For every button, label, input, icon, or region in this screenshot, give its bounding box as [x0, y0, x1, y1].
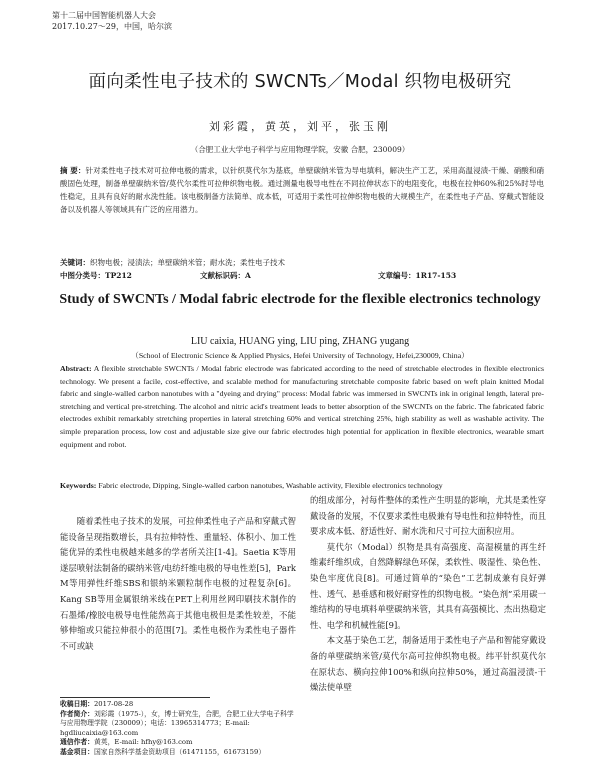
- chinese-abstract: [60, 164, 544, 216]
- footnote-received: [60, 700, 300, 710]
- conference-header: [52, 10, 172, 32]
- chinese-title: 面向柔性电子技术的 SWCNTs／Modal 织物电极研究: [88, 72, 512, 92]
- english-authors: LIU caixia, HUANG ying, LIU ping, ZHANG yugang: [190, 336, 410, 347]
- body-right-column: [310, 493, 546, 696]
- english-keywords-text: Fabric electrode, Dipping, Single-walled carbon nanotubes, Washable activity, Flexible electronics technology: [98, 481, 443, 490]
- body-paragraph: 的组成部分，衬每件整体的柔性产生明显的影响，尤其是柔性穿戴设备的发展，不仅要求柔性电极兼有导电性和拉伸特性，而且要求成本低、舒适性好、耐水洗和尺寸可拉大面积应用。: [310, 495, 546, 537]
- body-paragraph: 本文基于染色工艺，制备适用于柔性电子产品和智能穿戴设备的单壁碳纳米管/莫代尔高可拉伸织物电极。纬平针织莫代尔在原状态、横向拉伸100%和纵向拉伸50%，通过高温浸渍-干燥法使单壁: [310, 635, 546, 693]
- footnotes: [60, 700, 300, 758]
- footnote-funding: [60, 748, 300, 758]
- english-keywords: [60, 480, 544, 492]
- footnote-author-bio: [60, 710, 300, 739]
- footnote-corresponding: [60, 738, 300, 748]
- chinese-affiliation: （合肥工业大学电子科学与应用物理学院，安徽 合肥，230009）: [190, 145, 410, 154]
- footnote-text: 国家自然科学基金资助项目（61471155，61673159）: [93, 747, 266, 756]
- conference-date-place: 2017.10.27～29，中国，哈尔滨: [52, 22, 172, 31]
- chinese-authors: 刘彩霞，黄英，刘平，张玉刚: [209, 120, 391, 133]
- english-keywords-label: Keywords:: [60, 481, 97, 490]
- footnote-label: 收稿日期：: [60, 700, 94, 708]
- footnote-label: 通信作者：: [60, 738, 94, 747]
- footnote-label: 作者简介：: [60, 709, 94, 718]
- english-abstract: [60, 363, 544, 451]
- footnote-text: 黄英，E-mail: hfhy@163.com: [93, 738, 193, 747]
- article-number: 文章编号：1R17-153: [378, 271, 457, 280]
- english-abstract-label: Abstract:: [60, 364, 92, 373]
- footnote-text: 刘彩霞（1975-），女，博士研究生，合肥，合肥工业大学电子科学与应用物理学院（230009）；电话：13965314773；E-mail: hgdliucaixia@163.com: [60, 709, 294, 737]
- chinese-keywords-label: 关键词：: [60, 258, 90, 267]
- clc-number: 中图分类号：TP212: [60, 271, 132, 280]
- body-paragraph: 莫代尔（Modal）织物是具有高强度、高湿模量的再生纤维素纤维织成，自然降解绿色环保，柔软性、吸湿性、染色性、染色牢度优良[8]。可通过简单的“染色”工艺制成兼有良好弹性、透气、悬垂感和极好耐穿性的织物电极。“染色剂”采用碳一维结构的导电填料单壁碳纳米管，其具有高强模比、杰出热稳定性、电学和机械性能[9]。: [310, 541, 546, 630]
- body-left-column: [60, 514, 296, 654]
- document-code: 文献标识码：A: [200, 271, 251, 280]
- english-affiliation: （School of Electronic Science & Applied Physics, Hefei University of Technology, Hefei,230009, China）: [131, 351, 469, 360]
- conference-name: 第十二届中国智能机器人大会: [52, 11, 156, 20]
- chinese-abstract-text: 针对柔性电子技术对可拉伸电极的需求，以针织莫代尔为基底，单壁碳纳米管为导电填料，解决生产工艺，采用高温浸渍-干燥、硝酸和硝酸固色处理，制备单壁碳纳米管/莫代尔柔性可拉伸织物电极。通过测量电极导电性在不同拉伸状态下的电阻变化，电极在拉伸60%和25%时导电性稳定，且具有良好的耐水洗性能。该电极制备方法简单、成本低，可适用于柔性可拉伸织物电极的大规模生产，在柔性电子产品、穿戴式智能设备以及机器人等领域具有广泛的应用潜力。: [60, 166, 544, 214]
- english-abstract-text: A flexible stretchable SWCNTs / Modal fabric electrode was fabricated according to the need of stretchable electrodes in flexible electronics technology. We present a facile, cost-effective, and scalable method for manufacturing stretchable composite fabric based on weft plain knitted Modal fabric and single-walled carbon nanotubes with a "dyeing and drying" process: Modal fabric was immersed in SWCNTs ink in original length, lateral pre-stretching and vertical pre-stretching. The alcohol and nitric acid's treatment leads to better absorption of the SWCNTs on the fabric. The fabricated fabric electrodes exhibit remarkably stretching properties in lateral stretching 60% and vertical stretching 25%, high stability as well as washable activity. The simple preparation process, low cost and adjustable size give our fabric electrodes high potential for application in flexible electronics, wearable smart equipment and robot.: [60, 364, 544, 449]
- chinese-keywords-text: 织物电极；浸渍法；单壁碳纳米管；耐水洗；柔性电子技术: [90, 258, 285, 267]
- footnote-label: 基金项目：: [60, 747, 94, 756]
- chinese-keywords: [60, 256, 544, 269]
- footnote-divider: [60, 697, 210, 698]
- chinese-abstract-label: 摘 要：: [60, 166, 86, 175]
- footnote-text: 2017-08-28: [93, 700, 134, 708]
- english-title: Study of SWCNTs / Modal fabric electrode for the flexible electronics technology: [59, 292, 541, 307]
- body-paragraph: 随着柔性电子技术的发展，可拉伸柔性电子产品和穿戴式智能设备呈现指数增长，具有拉伸特性、重量轻、体积小、加工性能优异的柔性电极越来越多的学者所关注[1-4]。Saetia K等用遂层喷射法制备的碳纳米管/电纺纤维电极的导电性差[5]，Park M等用弹性纤维SBS和银纳米颗粒制作电极的过程复杂[6]。Kang SB等用金属银纳米线在PET上利用丝网印刷技术制作的石墨烯/橡胶电极导电性能然高于其他电极但是柔性较差，不能够伸缩或只能拉伸很小的范围[7]。柔性电极作为柔性电子器件不可或缺: [60, 516, 296, 651]
